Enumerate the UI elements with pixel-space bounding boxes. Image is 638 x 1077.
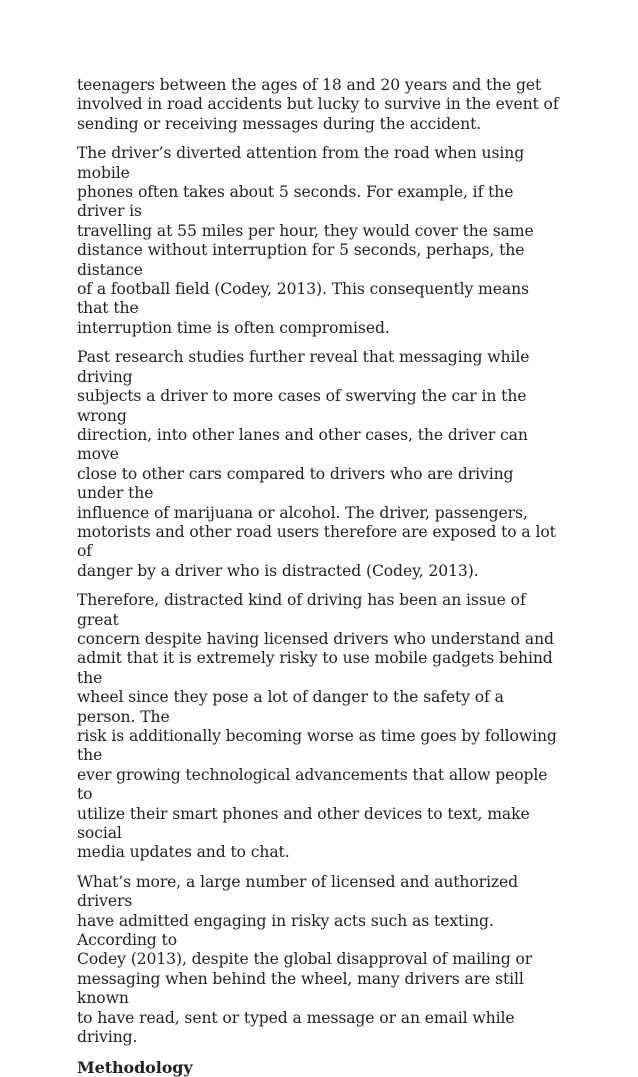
paragraph-diverted-attention: The driver’s diverted attention from the road when using mobile phones often takes about 5 seconds. For example, if the driver is travelling at 55 miles per hour, they would cover the same distance without interruption for 5 seconds, perhaps, the distance of a football field (Codey, 2013). This consequently means that the interruption time is often compromised. bbox=[77, 144, 534, 337]
paragraph-teen-drivers: teenagers between the ages of 18 and 20 years and the get involved in road accidents but lucky to survive in the event of sending or receiving messages during the accident. bbox=[77, 76, 559, 133]
paragraph-distracted-driving-concern: Therefore, distracted kind of driving has been an issue of great concern despite having licensed drivers who understand and admit that it is extremely risky to use mobile gadgets behind the wheel since they pose a lot of danger to the safety of a person. The risk is additionally becoming worse as time goes by following the ever growing technological advancements that allow people to utilize their smart phones and other devices to text, make social media updates and to chat. bbox=[77, 591, 557, 862]
document-page bbox=[77, 76, 563, 1077]
paragraph-licensed-drivers: What’s more, a large number of licensed and authorized drivers have admitted engaging in risky acts such as texting. According to Codey (2013), despite the global disapproval of mailing or messaging when behind the wheel, many drivers are still known to have read, sent or typed a message or an email while driving. bbox=[77, 872, 533, 1047]
section-heading-methodology: Methodology bbox=[77, 1057, 193, 1077]
paragraph-past-research: Past research studies further reveal that messaging while driving subjects a driver to more cases of swerving the car in the wrong direction, into other lanes and other cases, the driver can move close to other cars compared to drivers who are driving under the influence of marijuana or alcohol. The driver, passengers, motorists and other road users therefore are exposed to a lot of danger by a driver who is distracted (Codey, 2013). bbox=[77, 348, 556, 580]
